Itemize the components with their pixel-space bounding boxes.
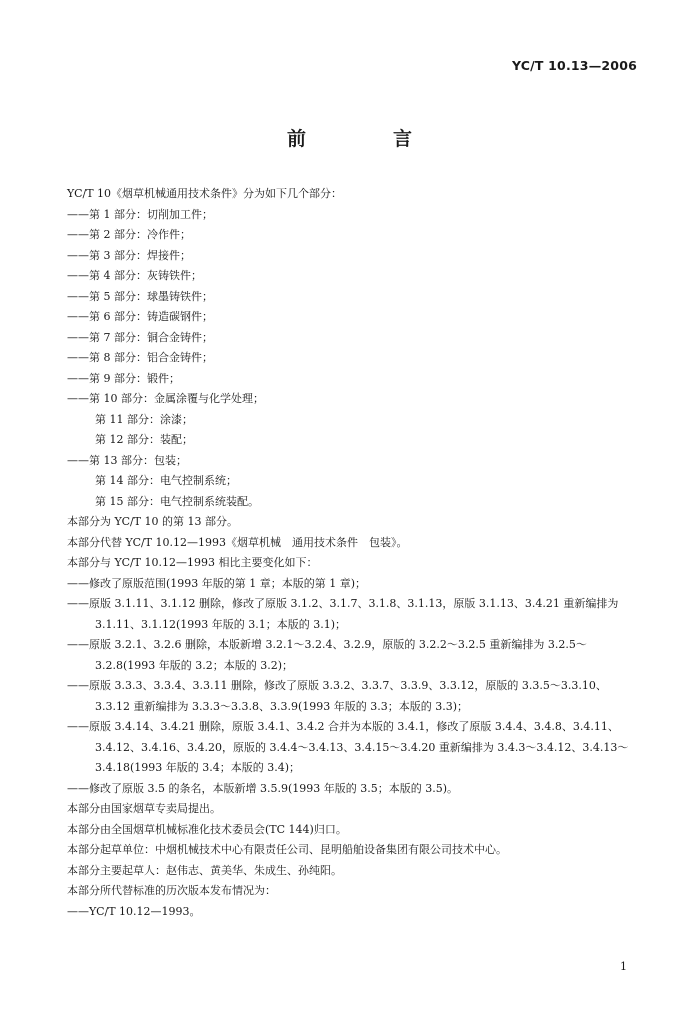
foreword-line: ——第 3 部分：焊接件； (67, 248, 191, 262)
foreword-line: ——第 8 部分：铝合金铸件； (67, 351, 213, 364)
foreword-line: ——原版 3.1.11、3.1.12 删除，修改了原版 3.1.2、3.1.7、3.1.8、3.1.13，原版 3.1.13、3.4.21 重新编排为 3.1.11、3.1.12(1993 年版的 3.1；本版的 3.1)； (67, 597, 619, 631)
foreword-line: 本部分与 YC/T 10.12—1993 相比主要变化如下： (67, 556, 318, 569)
foreword-line: ——原版 3.2.1、3.2.6 删除，本版新增 3.2.1～3.2.4、3.2.9，原版的 3.2.2～3.2.5 重新编排为 3.2.5～3.2.8(1993 年版的 3.2；本版的 3.2)； (67, 638, 587, 672)
foreword-line: ——修改了原版范围(1993 年版的第 1 章；本版的第 1 章)； (67, 576, 367, 590)
foreword-line: ——第 2 部分：冷作件； (67, 228, 191, 241)
foreword-line: 第 15 部分：电气控制系统装配。 (95, 494, 259, 508)
foreword-line: ——第 1 部分：切削加工件； (67, 207, 213, 221)
foreword-line: 本部分由国家烟草专卖局提出。 (67, 802, 221, 815)
foreword-line: ——第 6 部分：铸造碳钢件； (67, 310, 213, 323)
foreword-line: ——修改了原版 3.5 的条名，本版新增 3.5.9(1993 年版的 3.5；本版的 3.5)。 (67, 781, 459, 795)
foreword-line: ——原版 3.4.14、3.4.21 删除，原版 3.4.1、3.4.2 合并为本版的 3.4.1，修改了原版 3.4.4、3.4.8、3.4.11、3.4.12、3.4.16、3.4.20，原版的 3.4.4～3.4.13、3.4.15～3.4.20 重新编排为 3.4.3～3.4.12、3.4.13～3.4.18(1993 年版的 3.4；本版的 3.4)； (67, 720, 629, 774)
foreword-line: 本部分由全国烟草机械标准化技术委员会(TC 144)归口。 (67, 822, 347, 836)
foreword-line: ——第 7 部分：铜合金铸件； (67, 330, 213, 344)
foreword-line: 本部分为 YC/T 10 的第 13 部分。 (67, 515, 239, 528)
foreword-line: ——第 13 部分：包装； (67, 453, 187, 467)
foreword-line: YC/T 10《烟草机械通用技术条件》分为如下几个部分： (67, 187, 343, 200)
foreword-line: 本部分所代替标准的历次版本发布情况为： (67, 884, 276, 897)
foreword-line: ——第 5 部分：球墨铸铁件； (67, 289, 213, 303)
page-title: 前 言 (286, 128, 446, 150)
foreword-line: 本部分主要起草人：赵伟志、黄美华、朱成生、孙纯阳。 (67, 863, 342, 877)
foreword-line: ——原版 3.3.3、3.3.4、3.3.11 删除，修改了原版 3.3.2、3.3.7、3.3.9、3.3.12，原版的 3.3.5～3.3.10、3.3.12 重新编排为 3.3.3～3.3.8、3.3.9(1993 年版的 3.3；本版的 3.3)； (67, 679, 607, 713)
foreword-line: 第 14 部分：电气控制系统； (95, 474, 237, 487)
foreword-line: 第 12 部分：装配； (95, 433, 193, 446)
foreword-line: ——第 10 部分：金属涂覆与化学处理； (67, 392, 264, 405)
foreword-line: ——YC/T 10.12—1993。 (67, 904, 201, 918)
foreword-body (67, 184, 639, 922)
foreword-line: 第 11 部分：涂漆； (95, 412, 193, 426)
document-code-header: YC/T 10.13—2006 (511, 58, 637, 73)
foreword-line: 本部分代替 YC/T 10.12—1993《烟草机械 通用技术条件 包装》。 (67, 535, 408, 549)
foreword-line: ——第 4 部分：灰铸铁件； (67, 269, 202, 282)
foreword-line: ——第 9 部分：锻件； (67, 371, 180, 385)
page-number: 1 (620, 960, 627, 973)
foreword-line: 本部分起草单位：中烟机械技术中心有限责任公司、昆明船舶设备集团有限公司技术中心。 (67, 843, 507, 856)
